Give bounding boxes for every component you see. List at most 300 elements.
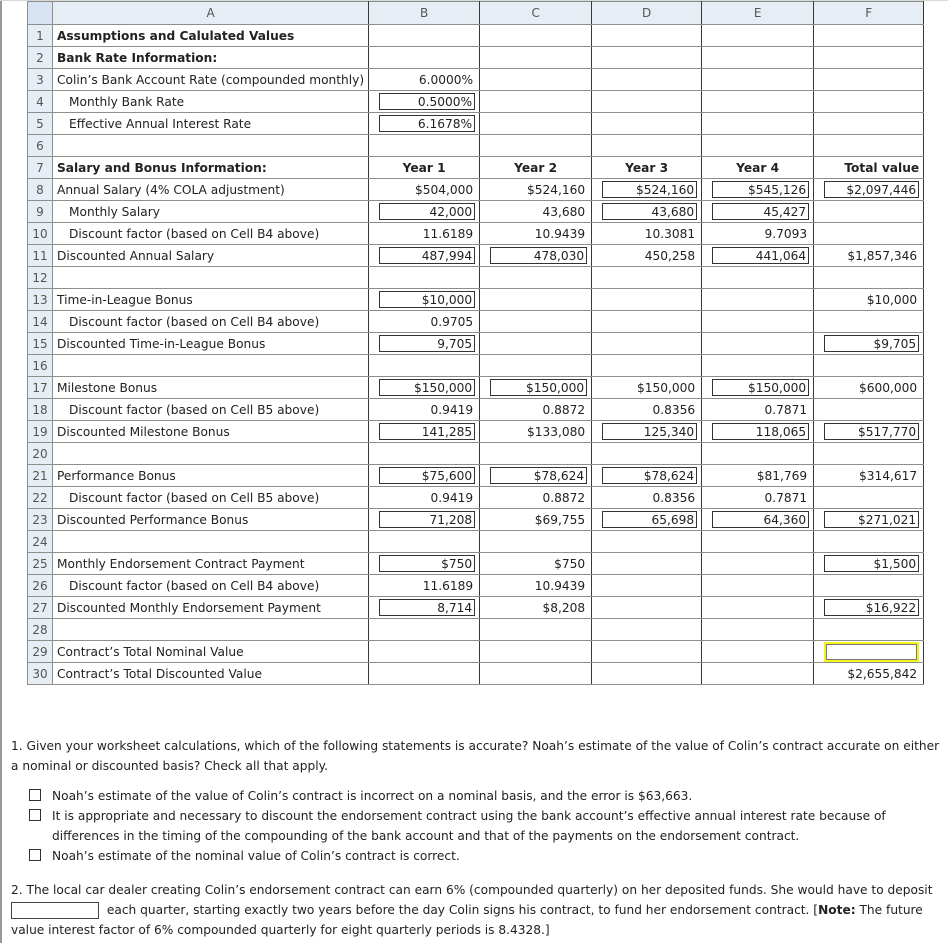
- boxed-value: $150,000: [712, 379, 809, 396]
- row-number[interactable]: 26: [28, 575, 53, 597]
- cell-e30[interactable]: [702, 663, 814, 685]
- table-row: [28, 289, 924, 311]
- column-header-b[interactable]: B: [369, 2, 480, 25]
- cell-a20[interactable]: [53, 443, 369, 465]
- row-label: Monthly Endorsement Contract Payment: [57, 556, 305, 571]
- row-label: Discount factor (based on Cell B4 above): [69, 578, 320, 593]
- cell-d20[interactable]: [592, 443, 702, 465]
- row-number[interactable]: 24: [28, 531, 53, 553]
- row-number[interactable]: 19: [28, 421, 53, 443]
- cell-d21[interactable]: [592, 465, 702, 487]
- cell-b14[interactable]: [369, 311, 480, 333]
- cell-f23[interactable]: [814, 509, 924, 531]
- cell-f7[interactable]: [814, 157, 924, 179]
- cell-f26[interactable]: [814, 575, 924, 597]
- cell-b25[interactable]: [369, 553, 480, 575]
- cell-b13[interactable]: [369, 289, 480, 311]
- cell-c3[interactable]: [480, 69, 592, 91]
- cell-c30[interactable]: [480, 663, 592, 685]
- row-number[interactable]: 27: [28, 597, 53, 619]
- row-number[interactable]: 3: [28, 69, 53, 91]
- cell-e15[interactable]: [702, 333, 814, 355]
- row-number[interactable]: 28: [28, 619, 53, 641]
- row-number[interactable]: 30: [28, 663, 53, 685]
- cell-c20[interactable]: [480, 443, 592, 465]
- cell-e4[interactable]: [702, 91, 814, 113]
- cell-f12[interactable]: [814, 267, 924, 289]
- cell-a15[interactable]: [53, 333, 369, 355]
- cell-f9[interactable]: [814, 201, 924, 223]
- row-number[interactable]: 29: [28, 641, 53, 663]
- column-header-a[interactable]: A: [53, 2, 369, 25]
- row-number[interactable]: 17: [28, 377, 53, 399]
- cell-a14[interactable]: [53, 311, 369, 333]
- corner-cell[interactable]: [28, 2, 53, 25]
- cell-e7[interactable]: [702, 157, 814, 179]
- cell-a16[interactable]: [53, 355, 369, 377]
- checkbox-option-3[interactable]: [29, 849, 41, 861]
- cell-a27[interactable]: [53, 597, 369, 619]
- cell-d3[interactable]: [592, 69, 702, 91]
- cell-f25[interactable]: [814, 553, 924, 575]
- cell-value: 0.8872: [542, 402, 586, 417]
- cell-e2[interactable]: [702, 47, 814, 69]
- cell-a30[interactable]: [53, 663, 369, 685]
- row-label: Colin’s Bank Account Rate (compounded monthly): [57, 72, 365, 87]
- cell-e20[interactable]: [702, 443, 814, 465]
- cell-f18[interactable]: [814, 399, 924, 421]
- cell-d1[interactable]: [592, 25, 702, 47]
- cell-d29[interactable]: [592, 641, 702, 663]
- cell-f15[interactable]: [814, 333, 924, 355]
- option-3-label: Noah’s estimate of the nominal value of Colin’s contract is correct.: [52, 849, 460, 863]
- option-1[interactable]: [29, 786, 941, 806]
- deposit-answer-input[interactable]: [11, 902, 99, 919]
- cell-c18[interactable]: [480, 399, 592, 421]
- cell-f30[interactable]: [814, 663, 924, 685]
- cell-d2[interactable]: [592, 47, 702, 69]
- cell-c6[interactable]: [480, 135, 592, 157]
- column-header-d[interactable]: D: [592, 2, 702, 25]
- cell-c13[interactable]: [480, 289, 592, 311]
- cell-e16[interactable]: [702, 355, 814, 377]
- cell-a12[interactable]: [53, 267, 369, 289]
- row-label: Discounted Annual Salary: [57, 248, 215, 263]
- row-number[interactable]: 5: [28, 113, 53, 135]
- cell-a21[interactable]: [53, 465, 369, 487]
- cell-c14[interactable]: [480, 311, 592, 333]
- table-row: [28, 245, 924, 267]
- cell-c5[interactable]: [480, 113, 592, 135]
- cell-e1[interactable]: [702, 25, 814, 47]
- cell-e11[interactable]: [702, 245, 814, 267]
- cell-a25[interactable]: [53, 553, 369, 575]
- column-header-f[interactable]: F: [814, 2, 924, 25]
- year-header: Year 2: [514, 160, 558, 175]
- cell-a5[interactable]: [53, 113, 369, 135]
- question-2: [11, 880, 941, 940]
- cell-d15[interactable]: [592, 333, 702, 355]
- cell-c29[interactable]: [480, 641, 592, 663]
- table-row: [28, 377, 924, 399]
- cell-b19[interactable]: [369, 421, 480, 443]
- cell-b30[interactable]: [369, 663, 480, 685]
- cell-b28[interactable]: [369, 619, 480, 641]
- cell-c22[interactable]: [480, 487, 592, 509]
- cell-f17[interactable]: [814, 377, 924, 399]
- cell-d19[interactable]: [592, 421, 702, 443]
- cell-e24[interactable]: [702, 531, 814, 553]
- cell-b12[interactable]: [369, 267, 480, 289]
- boxed-value: 64,360: [712, 511, 809, 528]
- row-number[interactable]: 4: [28, 91, 53, 113]
- checkbox-option-2[interactable]: [29, 809, 41, 821]
- cell-f13[interactable]: [814, 289, 924, 311]
- cell-b27[interactable]: [369, 597, 480, 619]
- row-number[interactable]: 22: [28, 487, 53, 509]
- cell-e29[interactable]: [702, 641, 814, 663]
- cell-f20[interactable]: [814, 443, 924, 465]
- cell-c23[interactable]: [480, 509, 592, 531]
- cell-d25[interactable]: [592, 553, 702, 575]
- column-header-row: [28, 2, 924, 25]
- table-row: [28, 267, 924, 289]
- cell-c7[interactable]: [480, 157, 592, 179]
- spreadsheet: [27, 1, 924, 685]
- table-row: [28, 619, 924, 641]
- row-number[interactable]: 12: [28, 267, 53, 289]
- cell-e22[interactable]: [702, 487, 814, 509]
- cell-c19[interactable]: [480, 421, 592, 443]
- row-number[interactable]: 7: [28, 157, 53, 179]
- cell-b1[interactable]: [369, 25, 480, 47]
- cell-d13[interactable]: [592, 289, 702, 311]
- cell-f24[interactable]: [814, 531, 924, 553]
- cell-value: 0.9419: [430, 490, 474, 505]
- option-3[interactable]: [29, 846, 941, 866]
- cell-e5[interactable]: [702, 113, 814, 135]
- cell-e13[interactable]: [702, 289, 814, 311]
- cell-c10[interactable]: [480, 223, 592, 245]
- row-number[interactable]: 9: [28, 201, 53, 223]
- option-2[interactable]: [29, 806, 941, 846]
- cell-e14[interactable]: [702, 311, 814, 333]
- cell-b23[interactable]: [369, 509, 480, 531]
- cell-b11[interactable]: [369, 245, 480, 267]
- cell-b3[interactable]: [369, 69, 480, 91]
- boxed-value: $545,126: [712, 181, 809, 198]
- boxed-value: $150,000: [490, 379, 587, 396]
- cell-c26[interactable]: [480, 575, 592, 597]
- cell-b24[interactable]: [369, 531, 480, 553]
- boxed-value: $9,705: [824, 335, 919, 352]
- cell-b18[interactable]: [369, 399, 480, 421]
- cell-f16[interactable]: [814, 355, 924, 377]
- cell-c27[interactable]: [480, 597, 592, 619]
- cell-f8[interactable]: [814, 179, 924, 201]
- cell-e25[interactable]: [702, 553, 814, 575]
- cell-value: $150,000: [636, 380, 696, 395]
- column-header-c[interactable]: C: [480, 2, 592, 25]
- cell-c24[interactable]: [480, 531, 592, 553]
- year-header: Year 4: [736, 160, 780, 175]
- cell-f5[interactable]: [814, 113, 924, 135]
- cell-d24[interactable]: [592, 531, 702, 553]
- row-number[interactable]: 20: [28, 443, 53, 465]
- cell-a28[interactable]: [53, 619, 369, 641]
- cell-b26[interactable]: [369, 575, 480, 597]
- row-label: Effective Annual Interest Rate: [69, 116, 252, 131]
- row-label: Discounted Time-in-League Bonus: [57, 336, 266, 351]
- cell-a10[interactable]: [53, 223, 369, 245]
- boxed-value: 9,705: [379, 335, 475, 352]
- boxed-value: 65,698: [602, 511, 697, 528]
- boxed-value: $1,500: [824, 555, 919, 572]
- cell-f2[interactable]: [814, 47, 924, 69]
- boxed-value: 441,064: [712, 247, 809, 264]
- table-row: [28, 135, 924, 157]
- cell-c25[interactable]: [480, 553, 592, 575]
- boxed-value: $524,160: [602, 181, 697, 198]
- cell-e8[interactable]: [702, 179, 814, 201]
- cell-b4[interactable]: [369, 91, 480, 113]
- row-number[interactable]: 18: [28, 399, 53, 421]
- cell-e23[interactable]: [702, 509, 814, 531]
- cell-e6[interactable]: [702, 135, 814, 157]
- boxed-value: 141,285: [379, 423, 475, 440]
- cell-e10[interactable]: [702, 223, 814, 245]
- cell-a3[interactable]: [53, 69, 369, 91]
- cell-c11[interactable]: [480, 245, 592, 267]
- cell-f22[interactable]: [814, 487, 924, 509]
- cell-c28[interactable]: [480, 619, 592, 641]
- cell-f6[interactable]: [814, 135, 924, 157]
- cell-value: 6.0000%: [418, 72, 474, 87]
- left-frame-border: [0, 0, 2, 943]
- cell-c21[interactable]: [480, 465, 592, 487]
- boxed-value: 6.1678%: [379, 115, 475, 132]
- cell-b8[interactable]: [369, 179, 480, 201]
- row-label: Bank Rate Information:: [57, 50, 218, 65]
- boxed-value: $16,922: [824, 599, 919, 616]
- cell-d17[interactable]: [592, 377, 702, 399]
- cell-e19[interactable]: [702, 421, 814, 443]
- cell-f10[interactable]: [814, 223, 924, 245]
- cell-b17[interactable]: [369, 377, 480, 399]
- cell-e21[interactable]: [702, 465, 814, 487]
- cell-a4[interactable]: [53, 91, 369, 113]
- row-number[interactable]: 21: [28, 465, 53, 487]
- cell-b5[interactable]: [369, 113, 480, 135]
- row-label: Milestone Bonus: [57, 380, 158, 395]
- cell-f4[interactable]: [814, 91, 924, 113]
- boxed-value: $150,000: [379, 379, 475, 396]
- year-header: Year 3: [625, 160, 669, 175]
- row-number[interactable]: 1: [28, 25, 53, 47]
- cell-a13[interactable]: [53, 289, 369, 311]
- cell-value: $133,080: [526, 424, 586, 439]
- cell-a29[interactable]: [53, 641, 369, 663]
- cell-a17[interactable]: [53, 377, 369, 399]
- cell-a8[interactable]: [53, 179, 369, 201]
- cell-d10[interactable]: [592, 223, 702, 245]
- cell-c17[interactable]: [480, 377, 592, 399]
- cell-value: 10.9439: [534, 578, 586, 593]
- sheet-body: [28, 25, 924, 685]
- row-label: Discount factor (based on Cell B5 above): [69, 490, 320, 505]
- cell-b29[interactable]: [369, 641, 480, 663]
- cell-value: 0.8356: [652, 402, 696, 417]
- cell-f3[interactable]: [814, 69, 924, 91]
- cell-d23[interactable]: [592, 509, 702, 531]
- cell-c15[interactable]: [480, 333, 592, 355]
- boxed-value: 45,427: [712, 203, 809, 220]
- cell-a11[interactable]: [53, 245, 369, 267]
- cell-c2[interactable]: [480, 47, 592, 69]
- table-row: [28, 91, 924, 113]
- cell-value: 0.8356: [652, 490, 696, 505]
- row-label: Discount factor (based on Cell B4 above): [69, 314, 320, 329]
- cell-e18[interactable]: [702, 399, 814, 421]
- cell-value: 0.9419: [430, 402, 474, 417]
- cell-d6[interactable]: [592, 135, 702, 157]
- cell-d18[interactable]: [592, 399, 702, 421]
- cell-f11[interactable]: [814, 245, 924, 267]
- cell-f21[interactable]: [814, 465, 924, 487]
- boxed-value: 125,340: [602, 423, 697, 440]
- cell-b9[interactable]: [369, 201, 480, 223]
- cell-f27[interactable]: [814, 597, 924, 619]
- cell-d26[interactable]: [592, 575, 702, 597]
- cell-d11[interactable]: [592, 245, 702, 267]
- row-label: Performance Bonus: [57, 468, 176, 483]
- cell-b7[interactable]: [369, 157, 480, 179]
- cell-c12[interactable]: [480, 267, 592, 289]
- cell-b21[interactable]: [369, 465, 480, 487]
- cell-c1[interactable]: [480, 25, 592, 47]
- cell-f14[interactable]: [814, 311, 924, 333]
- cell-d30[interactable]: [592, 663, 702, 685]
- cell-e28[interactable]: [702, 619, 814, 641]
- cell-c9[interactable]: [480, 201, 592, 223]
- cell-a26[interactable]: [53, 575, 369, 597]
- cell-value: $504,000: [414, 182, 474, 197]
- row-number[interactable]: 10: [28, 223, 53, 245]
- cell-a24[interactable]: [53, 531, 369, 553]
- cell-a2[interactable]: [53, 47, 369, 69]
- table-row: [28, 399, 924, 421]
- row-label: Annual Salary (4% COLA adjustment): [57, 182, 285, 197]
- option-1-label: Noah’s estimate of the value of Colin’s contract is incorrect on a nominal basis, and the error is $63,663.: [52, 789, 693, 803]
- question-2-prompt-before: 2. The local car dealer creating Colin’s endorsement contract can earn 6% (compounded quarterly) on her deposited funds. She would have to deposit: [11, 883, 933, 897]
- row-number[interactable]: 14: [28, 311, 53, 333]
- table-row: [28, 113, 924, 135]
- total-nominal-value-input[interactable]: [824, 642, 919, 662]
- cell-b6[interactable]: [369, 135, 480, 157]
- cell-a19[interactable]: [53, 421, 369, 443]
- row-number[interactable]: 8: [28, 179, 53, 201]
- cell-a6[interactable]: [53, 135, 369, 157]
- row-number[interactable]: 6: [28, 135, 53, 157]
- row-label: Contract’s Total Nominal Value: [57, 644, 244, 659]
- row-label: Discounted Monthly Endorsement Payment: [57, 600, 321, 615]
- cell-b22[interactable]: [369, 487, 480, 509]
- cell-value: $524,160: [526, 182, 586, 197]
- cell-a7[interactable]: [53, 157, 369, 179]
- cell-d7[interactable]: [592, 157, 702, 179]
- cell-e26[interactable]: [702, 575, 814, 597]
- cell-e3[interactable]: [702, 69, 814, 91]
- checkbox-option-1[interactable]: [29, 789, 41, 801]
- cell-e12[interactable]: [702, 267, 814, 289]
- cell-a23[interactable]: [53, 509, 369, 531]
- row-number[interactable]: 2: [28, 47, 53, 69]
- cell-d8[interactable]: [592, 179, 702, 201]
- cell-c4[interactable]: [480, 91, 592, 113]
- cell-c8[interactable]: [480, 179, 592, 201]
- cell-f28[interactable]: [814, 619, 924, 641]
- row-number[interactable]: 13: [28, 289, 53, 311]
- cell-d22[interactable]: [592, 487, 702, 509]
- cell-c16[interactable]: [480, 355, 592, 377]
- cell-d27[interactable]: [592, 597, 702, 619]
- cell-b16[interactable]: [369, 355, 480, 377]
- boxed-value: 0.5000%: [379, 93, 475, 110]
- cell-a1[interactable]: [53, 25, 369, 47]
- year-header: Total value: [844, 160, 920, 175]
- cell-e9[interactable]: [702, 201, 814, 223]
- cell-f29[interactable]: [814, 641, 924, 663]
- cell-e27[interactable]: [702, 597, 814, 619]
- cell-value: $2,655,842: [847, 666, 918, 681]
- cell-b20[interactable]: [369, 443, 480, 465]
- column-header-e[interactable]: E: [702, 2, 814, 25]
- cell-value: $69,755: [534, 512, 586, 527]
- cell-d16[interactable]: [592, 355, 702, 377]
- question-1-options: [29, 786, 941, 866]
- cell-b15[interactable]: [369, 333, 480, 355]
- question-1: [11, 736, 941, 866]
- row-number[interactable]: 15: [28, 333, 53, 355]
- row-label: Discount factor (based on Cell B4 above): [69, 226, 320, 241]
- row-number[interactable]: 25: [28, 553, 53, 575]
- cell-value: $10,000: [866, 292, 918, 307]
- cell-f1[interactable]: [814, 25, 924, 47]
- row-number[interactable]: 11: [28, 245, 53, 267]
- cell-b2[interactable]: [369, 47, 480, 69]
- cell-e17[interactable]: [702, 377, 814, 399]
- boxed-value: 43,680: [602, 203, 697, 220]
- table-row: [28, 575, 924, 597]
- cell-a9[interactable]: [53, 201, 369, 223]
- cell-d28[interactable]: [592, 619, 702, 641]
- cell-d5[interactable]: [592, 113, 702, 135]
- cell-a18[interactable]: [53, 399, 369, 421]
- option-2-label: It is appropriate and necessary to discount the endorsement contract using the bank account’s effective annual interest rate because of differences in the timing of the compounding of the bank account and that of the payments on the endorsement contract.: [52, 809, 886, 843]
- cell-a22[interactable]: [53, 487, 369, 509]
- cell-d9[interactable]: [592, 201, 702, 223]
- cell-value: 9.7093: [764, 226, 808, 241]
- cell-d14[interactable]: [592, 311, 702, 333]
- boxed-value: 8,714: [379, 599, 475, 616]
- row-number[interactable]: 16: [28, 355, 53, 377]
- cell-d12[interactable]: [592, 267, 702, 289]
- cell-f19[interactable]: [814, 421, 924, 443]
- table-row: [28, 553, 924, 575]
- cell-d4[interactable]: [592, 91, 702, 113]
- cell-b10[interactable]: [369, 223, 480, 245]
- row-number[interactable]: 23: [28, 509, 53, 531]
